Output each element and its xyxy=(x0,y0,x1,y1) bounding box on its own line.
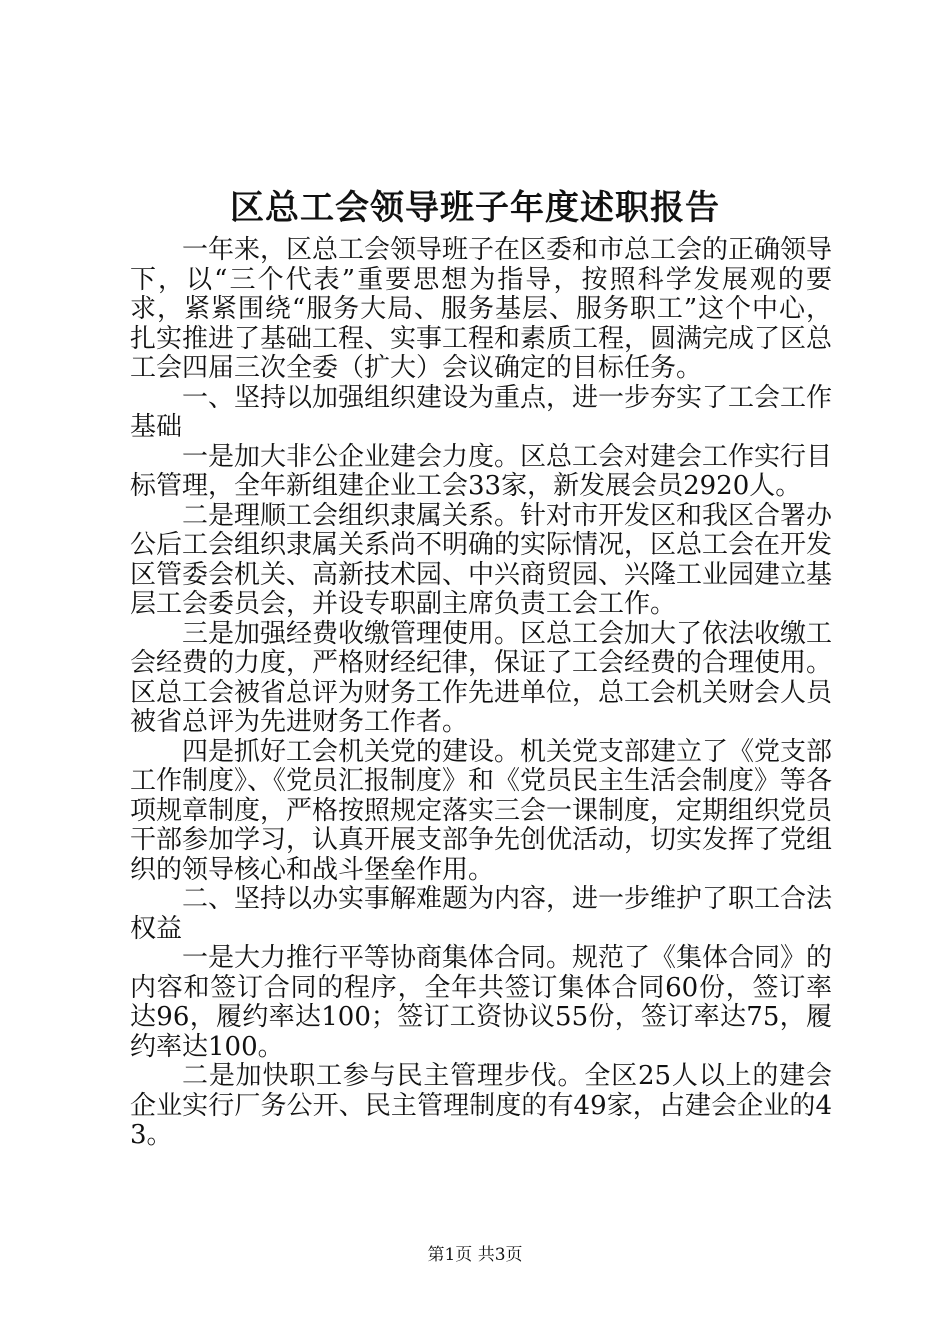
section-heading-1: 一、坚持以加强组织建设为重点，进一步夯实了工会工作基础 xyxy=(130,382,833,442)
paragraph-1-2: 二是理顺工会组织隶属关系。针对市开发区和我区合署办公后工会组织隶属关系尚不明确的实际情况，区总工会在开发区管委会机关、高新技术园、中兴商贸园、兴隆工业园建立基层工会委员会，并设专职副主席负责工会工作。 xyxy=(130,500,833,619)
paragraph-1-3: 三是加强经费收缴管理使用。区总工会加大了依法收缴工会经费的力度，严格财经纪律，保证了工会经费的合理使用。区总工会被省总评为财务工作先进单位，总工会机关财会人员被省总评为先进财务工作者。 xyxy=(130,618,833,737)
paragraph-2-1: 一是大力推行平等协商集体合同。规范了《集体合同》的内容和签订合同的程序，全年共签订集体合同60份，签订率达96，履约率达100；签订工资协议55份，签订率达75，履约率达100。 xyxy=(130,943,833,1062)
paragraph-1-1: 一是加大非公企业建会力度。区总工会对建会工作实行目标管理，全年新组建企业工会33家，新发展会员2920人。 xyxy=(130,441,833,501)
paragraph-intro: 一年来，区总工会领导班子在区委和市总工会的正确领导下，以“三个代表”重要思想为指导，按照科学发展观的要求，紧紧围绕“服务大局、服务基层、服务职工”这个中心，扎实推进了基础工程、实事工程和素质工程，圆满完成了区总工会四届三次全委（扩大）会议确定的目标任务。 xyxy=(130,235,833,383)
section-heading-2: 二、坚持以办实事解难题为内容，进一步维护了职工合法权益 xyxy=(130,884,833,944)
paragraph-2-2: 二是加快职工参与民主管理步伐。全区25人以上的建会企业实行厂务公开、民主管理制度的有49家，占建会企业的43。 xyxy=(130,1061,832,1150)
document-body xyxy=(130,236,832,1151)
page-number: 第1页 共3页 xyxy=(427,1245,523,1265)
document-title: 区总工会领导班子年度述职报告 xyxy=(230,188,720,228)
paragraph-1-4: 四是抓好工会机关党的建设。机关党支部建立了《党支部工作制度》、《党员汇报制度》和《党员民主生活会制度》等各项规章制度，严格按照规定落实三会一课制度，定期组织党员干部参加学习，认真开展支部争先创优活动，切实发挥了党组织的领导核心和战斗堡垒作用。 xyxy=(130,736,833,885)
